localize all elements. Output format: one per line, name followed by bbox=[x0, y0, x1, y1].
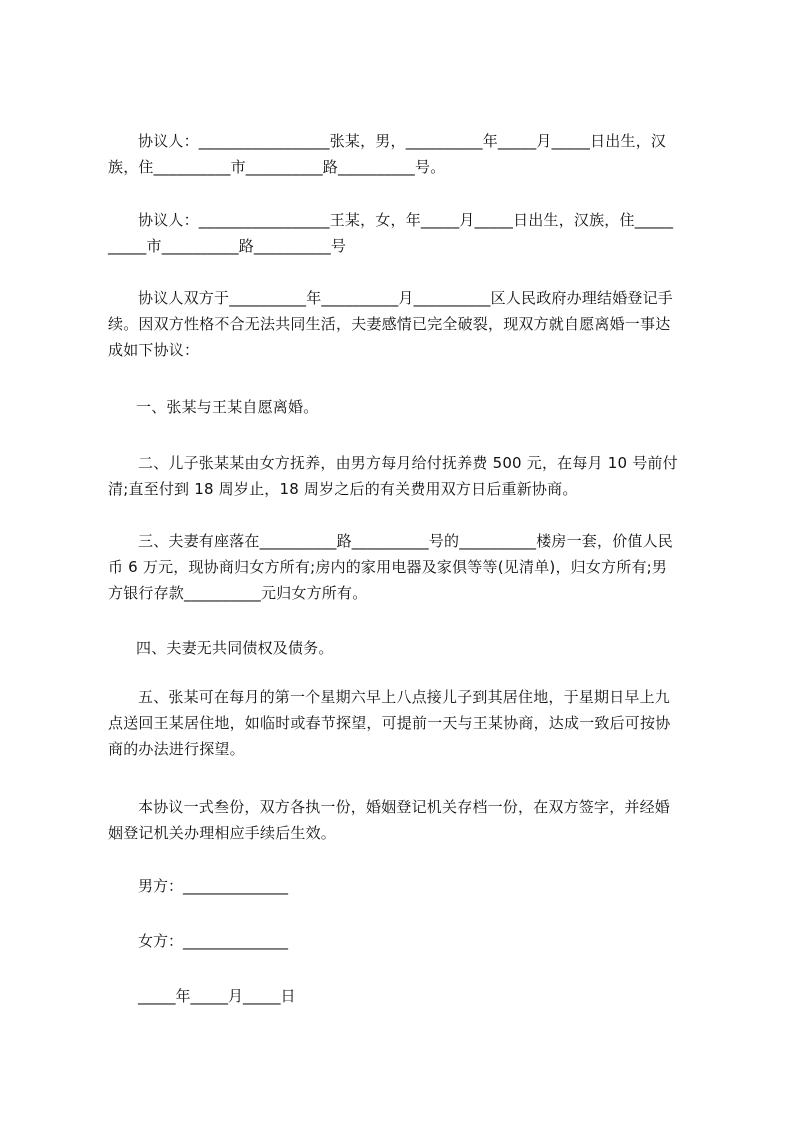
female-signature-line: 女方：______________ bbox=[138, 932, 289, 950]
closing-paragraph bbox=[108, 794, 708, 846]
party1-line1: 协议人：_________________张某，男，__________年_____月_____日出生，汉 bbox=[138, 132, 667, 150]
clause3-line2: 币 6 万元，现协商归女方所有;房内的家用电器及家俱等等(见清单)，归女方所有;男 bbox=[108, 558, 668, 576]
party2-line2: _____市__________路__________号 bbox=[108, 237, 347, 255]
clause2-line1: 二、儿子张某某由女方抚养，由男方每月给付抚养费 500 元，在每月 10 号前付 bbox=[138, 454, 678, 472]
intro-paragraph bbox=[108, 285, 708, 363]
clause2-line2: 清;直至付到 18 周岁止，18 周岁之后的有关费用双方日后重新协商。 bbox=[108, 480, 578, 498]
party1-line2: 族，住__________市__________路__________号。 bbox=[108, 158, 446, 176]
intro-line3: 成如下协议： bbox=[108, 341, 200, 359]
clause4-line1: 四、夫妻无共同债权及债务。 bbox=[136, 639, 334, 657]
male-signature-line: 男方：______________ bbox=[138, 877, 289, 895]
clause4-paragraph bbox=[108, 635, 708, 661]
clause1-paragraph bbox=[108, 394, 708, 420]
clause3-line1: 三、夫妻有座落在__________路__________号的__________楼房一套，价值人民 bbox=[138, 532, 674, 550]
clause5-line1: 五、张某可在每月的第一个星期六早上八点接儿子到其居住地，于星期日早上九 bbox=[138, 688, 671, 706]
party2-line1: 协议人：_________________王某，女，年_____月_____日出生，汉族，住_____ bbox=[138, 211, 674, 229]
intro-line1: 协议人双方于__________年__________月__________区人民政府办理结婚登记手 bbox=[138, 289, 674, 307]
intro-line2: 续。因双方性格不合无法共同生活，夫妻感情已完全破裂，现双方就自愿离婚一事达 bbox=[108, 315, 671, 333]
clause5-line2: 点送回王某居住地，如临时或春节探望，可提前一天与王某协商，达成一致后可按协 bbox=[108, 714, 671, 732]
party2-paragraph bbox=[108, 207, 708, 259]
clause1-line1: 一、张某与王某自愿离婚。 bbox=[136, 398, 319, 416]
date-line: _____年_____月_____日 bbox=[138, 987, 296, 1005]
closing-line1: 本协议一式叁份，双方各执一份，婚姻登记机关存档一份，在双方签字，并经婚 bbox=[138, 798, 671, 816]
clause3-paragraph bbox=[108, 528, 708, 606]
clause2-paragraph bbox=[108, 450, 708, 502]
closing-line2: 姻登记机关办理相应手续后生效。 bbox=[108, 824, 337, 842]
clause5-paragraph bbox=[108, 684, 708, 762]
party1-paragraph bbox=[108, 128, 708, 180]
clause5-line3: 商的办法进行探望。 bbox=[108, 740, 245, 758]
clause3-line3: 方银行存款__________元归女方所有。 bbox=[108, 584, 368, 602]
